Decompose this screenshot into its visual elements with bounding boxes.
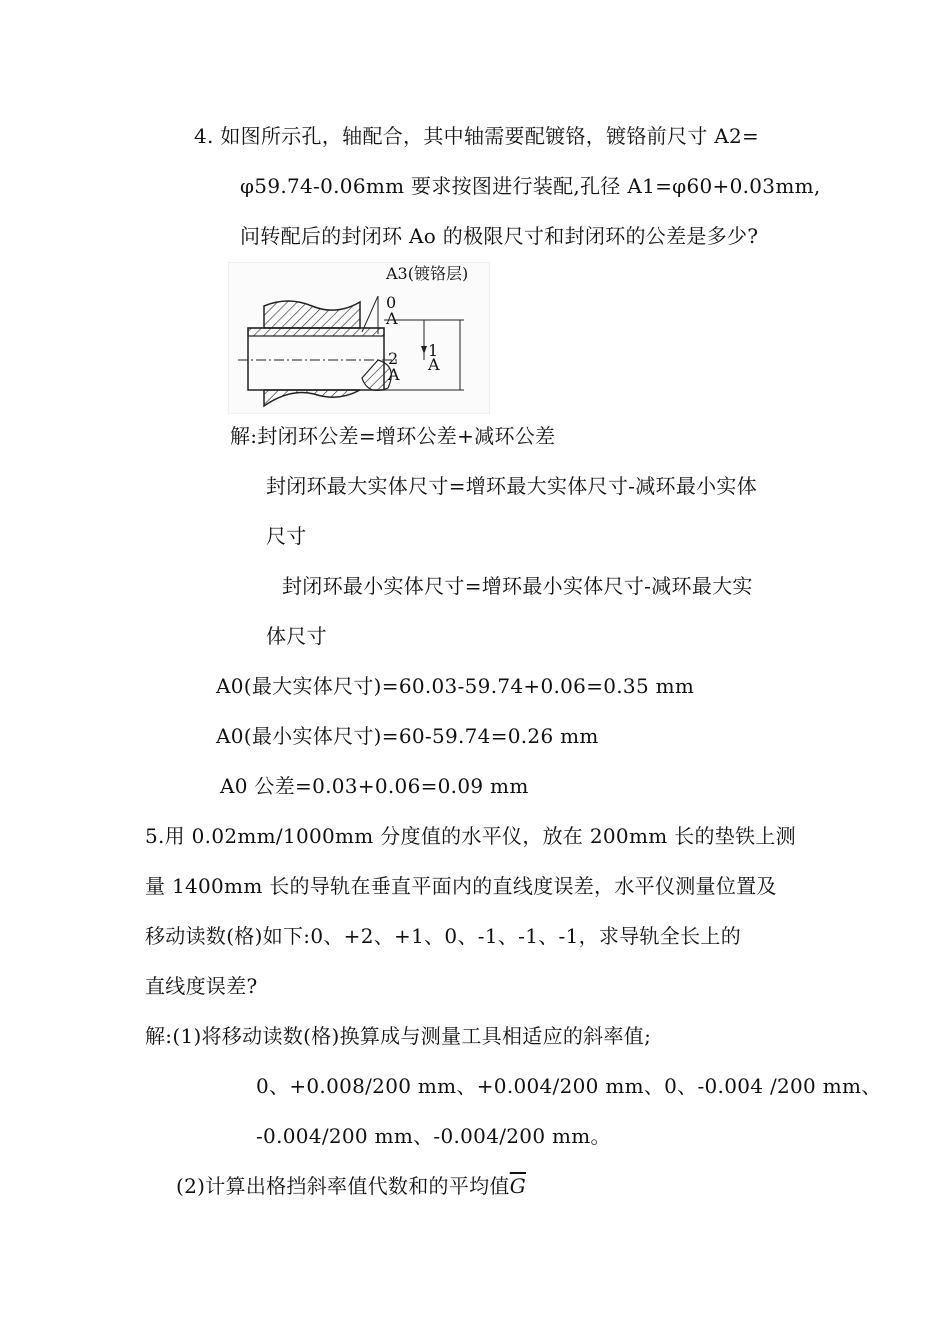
g-bar-symbol: $\overline{G}$ (509, 1174, 527, 1198)
figure-mark-1: 1 (428, 341, 439, 360)
q4-line-2: φ59.74-0.06mm 要求按图进行装配,孔径 A1=φ60+0.03mm, (240, 174, 821, 198)
sol5-line-1: 解:(1)将移动读数(格)换算成与测量工具相适应的斜率值; (145, 1024, 652, 1048)
sol5-line-3: -0.004/200 mm、-0.004/200 mm。 (256, 1124, 611, 1148)
sol4-line-1: 解:封闭环公差=增环公差+减环公差 (230, 424, 556, 448)
figure-mark-a-1: A (428, 355, 440, 374)
q4-line-1: 4. 如图所示孔，轴配合，其中轴需要配镀铬，镀铬前尺寸 A2= (194, 124, 760, 148)
assembly-diagram (228, 262, 490, 414)
sol4-line-4: 封闭环最小实体尺寸=增环最小实体尺寸-减环最大实 (282, 574, 753, 598)
figure-mark-a-2: A (388, 365, 400, 384)
q5-line-1: 5.用 0.02mm/1000mm 分度值的水平仪，放在 200mm 长的垫铁上测 (145, 824, 796, 848)
sol4-line-5: 体尺寸 (266, 624, 327, 648)
sol4-line-3: 尺寸 (266, 524, 307, 548)
sol4-line-7: A0(最小实体尺寸)=60-59.74=0.26 mm (216, 724, 599, 748)
figure-mark-2: 2 (388, 349, 399, 368)
sol4-line-6: A0(最大实体尺寸)=60.03-59.74+0.06=0.35 mm (216, 674, 695, 698)
label-a3-chrome-layer: A3(镀铬层) (386, 264, 469, 283)
sol4-line-2: 封闭环最大实体尺寸=增环最大实体尺寸-减环最小实体 (266, 474, 758, 498)
sol5-line-4-text: (2)计算出格挡斜率值代数和的平均值 (176, 1174, 510, 1198)
q5-line-4: 直线度误差? (145, 974, 258, 998)
q5-line-2: 量 1400mm 长的导轨在垂直平面内的直线度误差，水平仪测量位置及 (145, 874, 777, 898)
q4-line-3: 问转配后的封闭环 Ao 的极限尺寸和封闭环的公差是多少? (240, 224, 759, 248)
figure-mark-0: 0 (386, 293, 397, 312)
sol4-line-8: A0 公差=0.03+0.06=0.09 mm (220, 774, 529, 798)
sol5-line-2: 0、+0.008/200 mm、+0.004/200 mm、0、-0.004 /200 mm、 (256, 1074, 882, 1098)
sol5-line-4 (176, 1172, 526, 1200)
q5-line-3: 移动读数(格)如下:0、+2、+1、0、-1、-1、-1，求导轨全长上的 (145, 924, 742, 948)
figure-mark-a-0: A (386, 309, 398, 328)
